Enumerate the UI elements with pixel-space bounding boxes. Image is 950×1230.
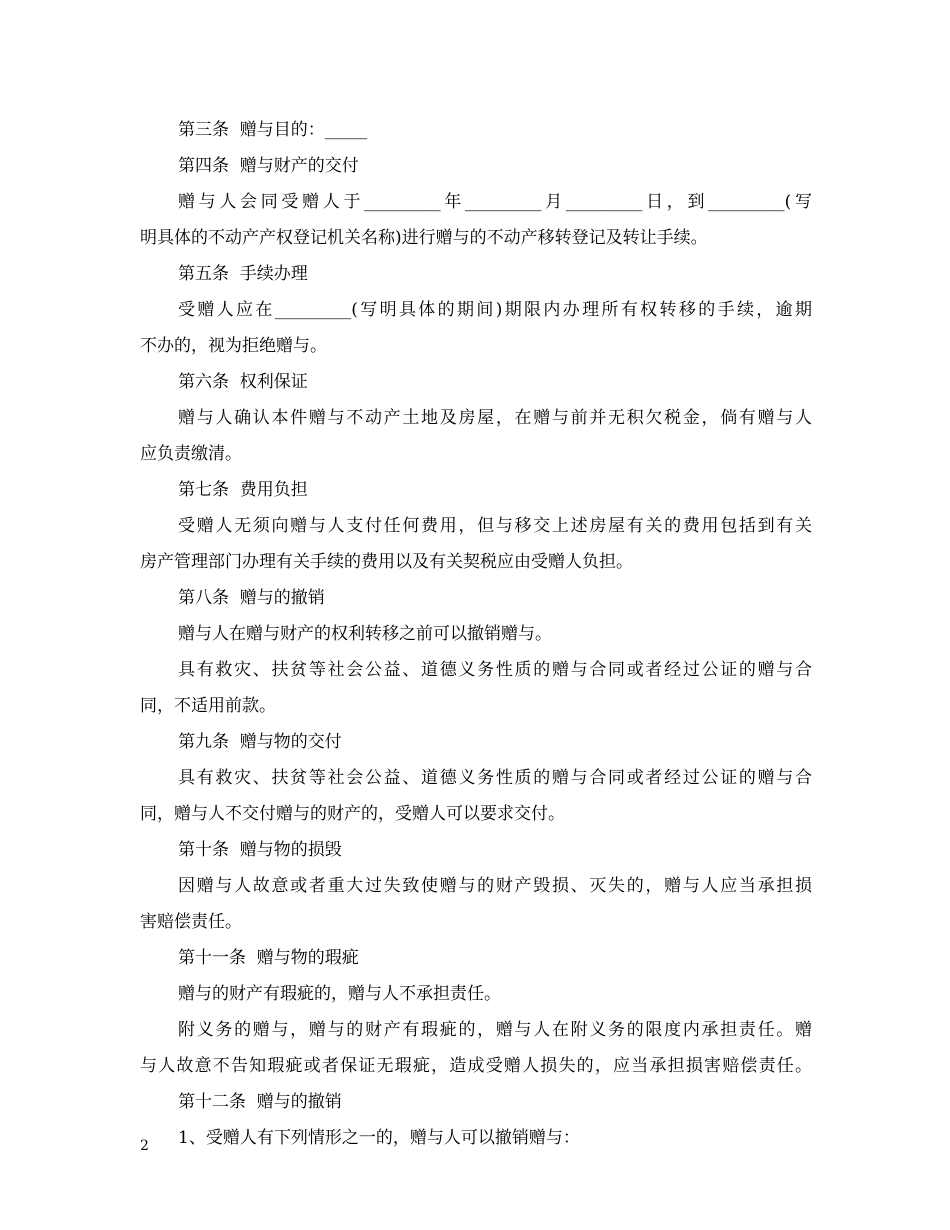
paragraph-line: 第五条 手续办理	[178, 264, 308, 284]
paragraph-line: 第十一条 赠与物的瑕疵	[178, 948, 359, 968]
paragraph-line: 同，赠与人不交付赠与的财产的，受赠人可以要求交付。	[140, 804, 565, 824]
paragraph-line: 受赠人无须向赠与人支付任何费用，但与移交上述房屋有关的费用包括到有关	[178, 516, 812, 536]
paragraph-line: 同，不适用前款。	[140, 696, 276, 716]
paragraph-line: 第九条 赠与物的交付	[178, 732, 342, 752]
paragraph-line: 赠与人会同受赠人于_________年_________月_________日，到_________(写	[178, 192, 812, 212]
paragraph-line: 赠与人确认本件赠与不动产土地及房屋，在赠与前并无积欠税金，倘有赠与人	[178, 408, 812, 428]
page-number: 2	[140, 1138, 149, 1154]
paragraph-line: 第七条 费用负担	[178, 480, 308, 500]
paragraph-line: 应负责缴清。	[140, 444, 242, 464]
paragraph-line: 因赠与人故意或者重大过失致使赠与的财产毁损、灭失的，赠与人应当承担损	[178, 876, 812, 896]
paragraph-line: 第十二条 赠与的撤销	[178, 1092, 342, 1112]
paragraph-line: 第四条 赠与财产的交付	[178, 156, 359, 176]
paragraph-line: 第八条 赠与的撤销	[178, 588, 325, 608]
paragraph-line: 受赠人应在_________(写明具体的期间)期限内办理所有权转移的手续，逾期	[178, 300, 812, 320]
paragraph-line: 具有救灾、扶贫等社会公益、道德义务性质的赠与合同或者经过公证的赠与合	[178, 768, 812, 788]
paragraph-line: 赠与的财产有瑕疵的，赠与人不承担责任。	[178, 984, 501, 1004]
paragraph-line: 赠与人在赠与财产的权利转移之前可以撤销赠与。	[178, 624, 552, 644]
paragraph-line: 害赔偿责任。	[140, 912, 242, 932]
paragraph-line: 房产管理部门办理有关手续的费用以及有关契税应由受赠人负担。	[140, 552, 633, 572]
paragraph-line: 附义务的赠与，赠与的财产有瑕疵的，赠与人在附义务的限度内承担责任。赠	[178, 1020, 812, 1040]
paragraph-line: 具有救灾、扶贫等社会公益、道德义务性质的赠与合同或者经过公证的赠与合	[178, 660, 812, 680]
paragraph-line: 不办的，视为拒绝赠与。	[140, 336, 327, 356]
paragraph-line: 明具体的不动产产权登记机关名称)进行赠与的不动产移转登记及转让手续。	[140, 228, 708, 248]
document-body	[140, 112, 812, 1156]
paragraph-line: 第六条 权利保证	[178, 372, 308, 392]
paragraph-line: 与人故意不告知瑕疵或者保证无瑕疵，造成受赠人损失的，应当承担损害赔偿责任。	[140, 1056, 812, 1076]
paragraph-line: 1、受赠人有下列情形之一的，赠与人可以撤销赠与：	[178, 1128, 580, 1148]
paragraph-line: 第十条 赠与物的损毁	[178, 840, 342, 860]
paragraph-line: 第三条 赠与目的：_____	[178, 120, 368, 140]
